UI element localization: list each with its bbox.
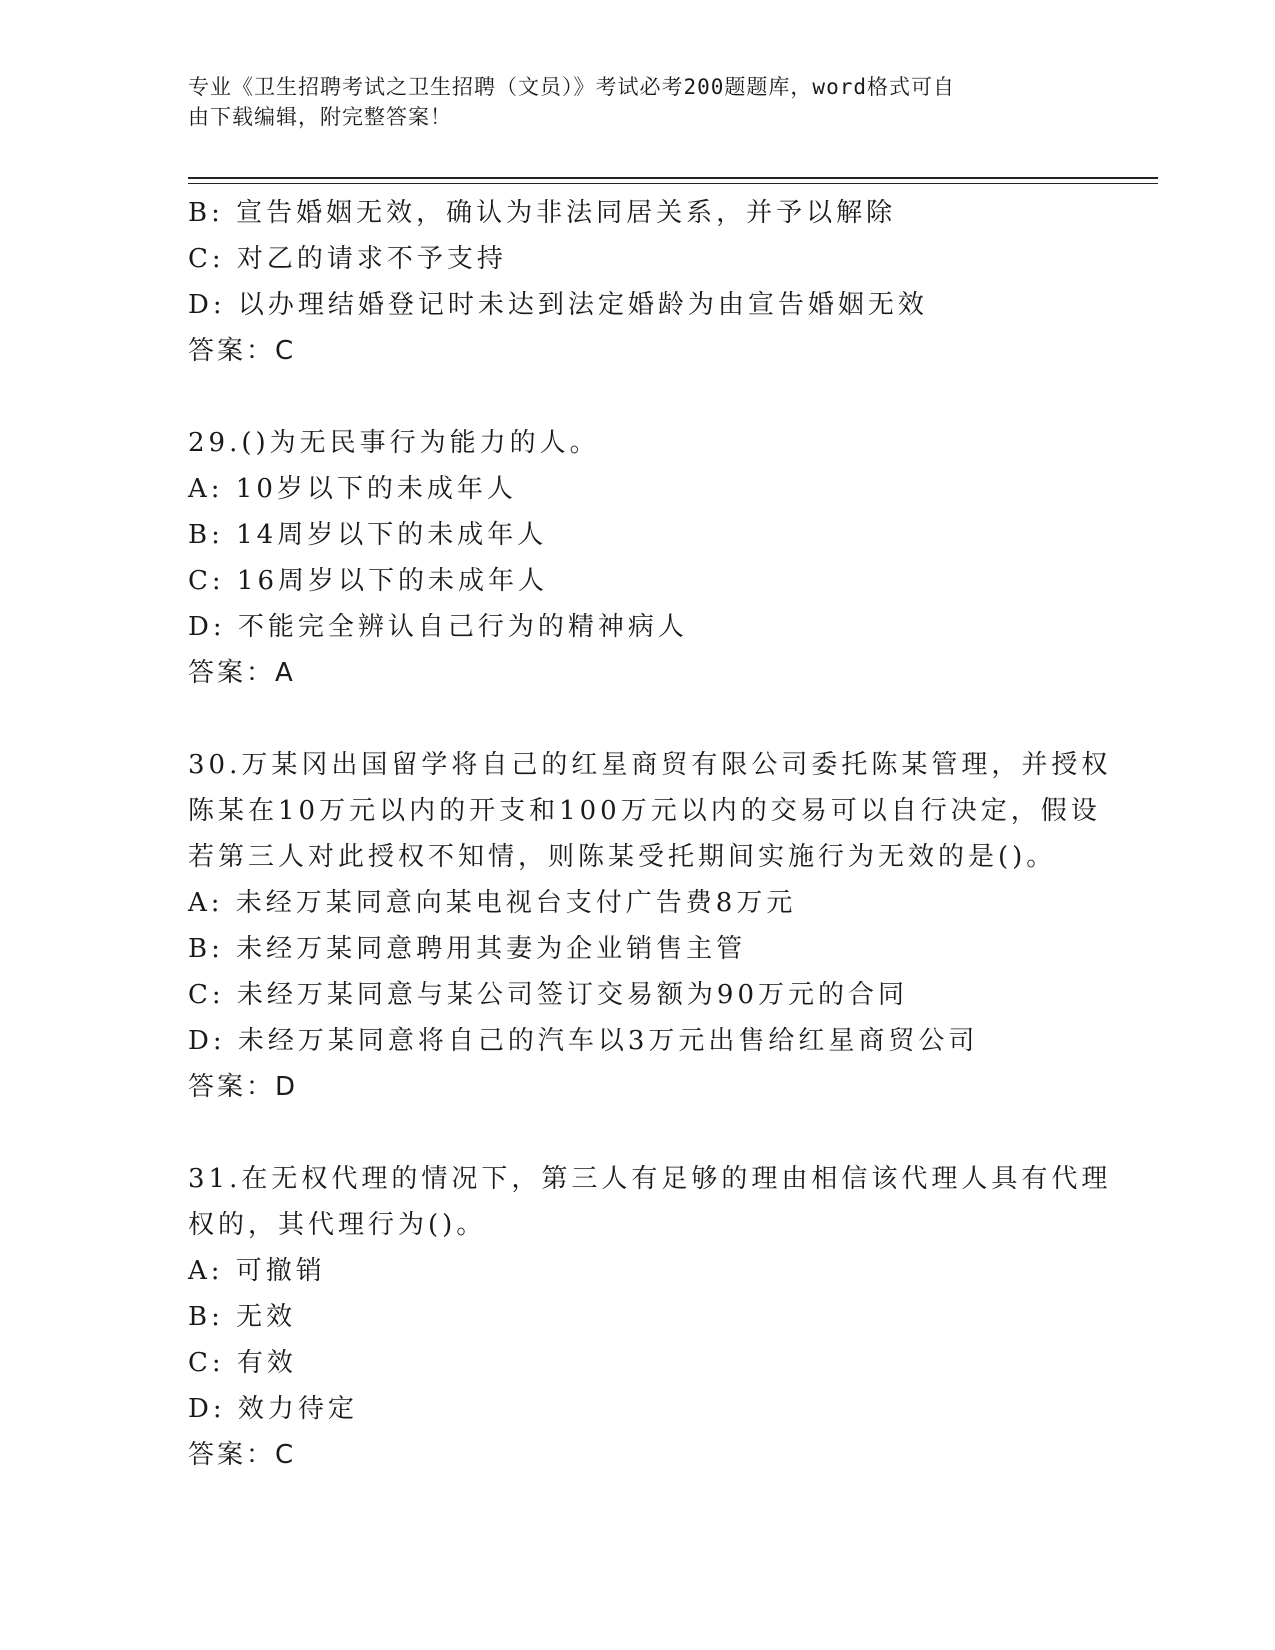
question-stem-line-1: 31.在无权代理的情况下，第三人有足够的理由相信该代理人具有代理 bbox=[188, 1164, 1112, 1194]
option-d: D: 未经万某同意将自己的汽车以3万元出售给红星商贸公司 bbox=[188, 1026, 979, 1056]
option-b: B: 宣告婚姻无效，确认为非法同居关系，并予以解除 bbox=[188, 198, 897, 228]
header-line-1: 专业《卫生招聘考试之卫生招聘（文员）》考试必考200题题库，word格式可自 bbox=[188, 75, 955, 99]
question-31 bbox=[188, 1156, 1112, 1478]
question-stem-line-1: 30.万某冈出国留学将自己的红星商贸有限公司委托陈某管理，并授权 bbox=[188, 750, 1112, 780]
question-28 bbox=[188, 190, 1088, 374]
option-d: D: 不能完全辨认自己行为的精神病人 bbox=[188, 612, 688, 642]
answer: 答案：C bbox=[188, 1440, 297, 1470]
option-a: A: 10岁以下的未成年人 bbox=[188, 474, 517, 504]
option-c: C: 有效 bbox=[188, 1348, 297, 1378]
question-stem-line-2: 权的，其代理行为()。 bbox=[188, 1210, 487, 1240]
document-header bbox=[188, 72, 1068, 132]
header-line-2: 由下载编辑，附完整答案！ bbox=[188, 105, 452, 129]
answer: 答案：C bbox=[188, 336, 297, 366]
question-list bbox=[188, 190, 1112, 1478]
answer: 答案：D bbox=[188, 1072, 299, 1102]
option-c: C: 16周岁以下的未成年人 bbox=[188, 566, 549, 596]
option-d: D: 以办理结婚登记时未达到法定婚龄为由宣告婚姻无效 bbox=[188, 290, 928, 320]
header-divider-thick bbox=[188, 177, 1158, 179]
option-b: B: 无效 bbox=[188, 1302, 297, 1332]
option-c: C: 未经万某同意与某公司签订交易额为90万元的合同 bbox=[188, 980, 909, 1010]
answer: 答案：A bbox=[188, 658, 296, 688]
question-30 bbox=[188, 742, 1112, 1110]
option-a: A: 未经万某同意向某电视台支付广告费8万元 bbox=[188, 888, 797, 918]
option-c: C: 对乙的请求不予支持 bbox=[188, 244, 507, 274]
option-b: B: 14周岁以下的未成年人 bbox=[188, 520, 548, 550]
question-29 bbox=[188, 420, 1088, 696]
question-stem-line-2: 陈某在10万元以内的开支和100万元以内的交易可以自行决定，假设 bbox=[188, 796, 1101, 826]
header-divider-thin bbox=[188, 183, 1158, 184]
question-stem-line-3: 若第三人对此授权不知情，则陈某受托期间实施行为无效的是()。 bbox=[188, 842, 1057, 872]
option-d: D: 效力待定 bbox=[188, 1394, 358, 1424]
option-a: A: 可撤销 bbox=[188, 1256, 326, 1286]
question-stem: 29.()为无民事行为能力的人。 bbox=[188, 428, 600, 458]
option-b: B: 未经万某同意聘用其妻为企业销售主管 bbox=[188, 934, 747, 964]
